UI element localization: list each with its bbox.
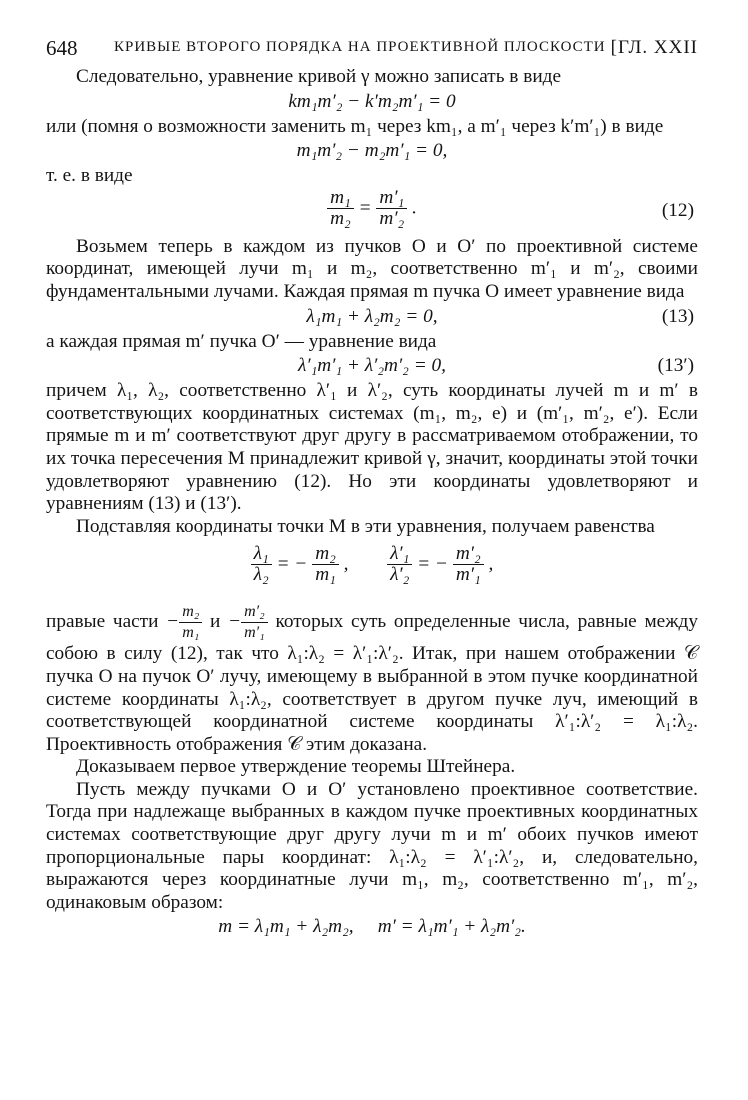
paragraph-2: или (помня о возможности заменить m₁ через km₁, а m′₁ через k′m′₁) в виде <box>46 115 664 137</box>
equation-5-number: (13′) <box>657 355 694 377</box>
paragraph-1: Следовательно, уравнение кривой γ можно записать в виде <box>76 66 562 87</box>
equation-7-formula: m = λ₁m₁ + λ₂m₂, m′ = λ₁m′₁ + λ₂m′₂. <box>218 916 526 938</box>
equation-3-number: (12) <box>661 199 694 221</box>
page-number: 648 <box>46 36 78 60</box>
equation-2 <box>46 138 698 165</box>
fraction-l1p-l2p: $\frac{\text{λ′₁}}{\text{λ′₂}}$ <box>387 544 412 585</box>
paragraph-4: Возьмем теперь в каждом из пучков O и O′ по проективной системе координат, имеющей лучи m₁ и m₂, соответственно m′₁ и m′₂, своими фундаментальными лучами. Каждая прямая m пучка O имеет уравнение вида <box>46 235 698 302</box>
equation-4 <box>46 304 698 331</box>
fraction-m2-m1: $\frac{\text{m₂}}{\text{m₁}}$ <box>312 544 339 585</box>
equation-3: $\frac{\text{m₁}}{\text{m₂}}$ = $\frac{\text{m′₁}}{\text{m′₂}}$ . (12) <box>46 188 698 236</box>
inline-fraction-m2p-m1p: $\frac{\text{m′₂}}{\text{m′₁}}$ <box>241 602 268 643</box>
equation-5-formula: λ′₁m′₁ + λ′₂m′₂ = 0, <box>298 355 446 377</box>
paragraph-7: Подставляя координаты точки M в эти уравнения, получаем равенства <box>76 515 655 537</box>
paragraph-9: Доказываем первое утверждение теоремы Штейнера. <box>76 756 516 778</box>
equation-4-formula: λ₁m₁ + λ₂m₂ = 0, <box>306 305 438 327</box>
paragraph-6: причем λ₁, λ₂, соответственно λ′₁ и λ′₂, суть координаты лучей m и m′ в соответствующих координатных системах (m₁, m₂, e) и (m′₁, m′₂, e′). Если прямые m и m′ соответствуют друг другу в рассматриваемом отображении, то их точка пересечения M принадлежит кривой γ, значит, координаты этой точки удовлетворяют уравнению (12). Но эти координаты удовлетворяют и уравнениям (13) и (13′). <box>46 380 698 515</box>
fraction-l1-l2: $\frac{\text{λ₁}}{\text{λ₂}}$ <box>251 544 272 585</box>
running-title: КРИВЫЕ ВТОРОГО ПОРЯДКА НА ПРОЕКТИВНОЙ ПЛОСКОСТИ <box>114 39 606 55</box>
fraction-m2p-m1p: $\frac{\text{m′₂}}{\text{m′₁}}$ <box>453 544 484 585</box>
paragraph-5: а каждая прямая m′ пучка O′ — уравнение вида <box>46 330 437 352</box>
equation-1-formula: km₁m′₂ − k′m₂m′₁ = 0 <box>288 90 456 112</box>
equation-5 <box>46 353 698 380</box>
chapter-label: [ГЛ. XXII <box>610 37 698 58</box>
fraction-m1p-m2p: $\frac{\text{m′₁}}{\text{m′₂}}$ <box>376 188 407 229</box>
book-page <box>46 36 698 941</box>
equation-1 <box>46 89 698 116</box>
paragraph-10: Пусть между пучками O и O′ установлено проективное соответствие. Тогда при надлежаще выбранных в каждом пучке проективных координатных системах соответствующие друг другу лучи m и m′ обоих пучков имеют пропорциональные пары координат: λ₁:λ₂ = λ′₁:λ′₂, и, следовательно, выражаются через координатные лучи m₁, m₂, соответственно m′₁, m′₂, одинаковым образом: <box>46 778 698 913</box>
equation-2-formula: m₁m′₂ − m₂m′₁ = 0, <box>296 140 448 162</box>
paragraph-8: правые части − $\frac{\text{m₂}}{\text{m₁}}$ и − $\frac{\text{m′₂}}{\text{m′₁}}$ которых суть определенные числа, равные между собою в силу (12), так что λ₁:λ₂ = λ′₁:λ′₂. Итак, при нашем отображении 𝒞 пучка O на пучок O′ лучу, имеющему в выбранной в этом пучке координатной системе координаты λ₁:λ₂, соответствует в другом пучке луч, имеющий в соответствующей координатной системе координаты λ′₁:λ′₂ = λ₁:λ₂. Проективность отображения 𝒞 этим доказана. <box>46 603 698 755</box>
paragraph-3: т. е. в виде <box>46 165 133 187</box>
fraction-m1-m2: $\frac{\text{m₁}}{\text{m₂}}$ <box>327 188 354 229</box>
inline-fraction-m2-m1: $\frac{\text{m₂}}{\text{m₁}}$ <box>179 602 202 643</box>
running-header <box>46 36 698 66</box>
equation-7 <box>46 914 698 941</box>
equation-6: $\frac{\text{λ₁}}{\text{λ₂}}$ = − $\frac{\text{m₂}}{\text{m₁}}$ , $\frac{\text{λ′₁}}{\text{λ′₂}}$ = − $\frac{\text{m′₂}}{\text{m′₁}}$ , <box>46 538 698 598</box>
equation-4-number: (13) <box>661 305 694 327</box>
